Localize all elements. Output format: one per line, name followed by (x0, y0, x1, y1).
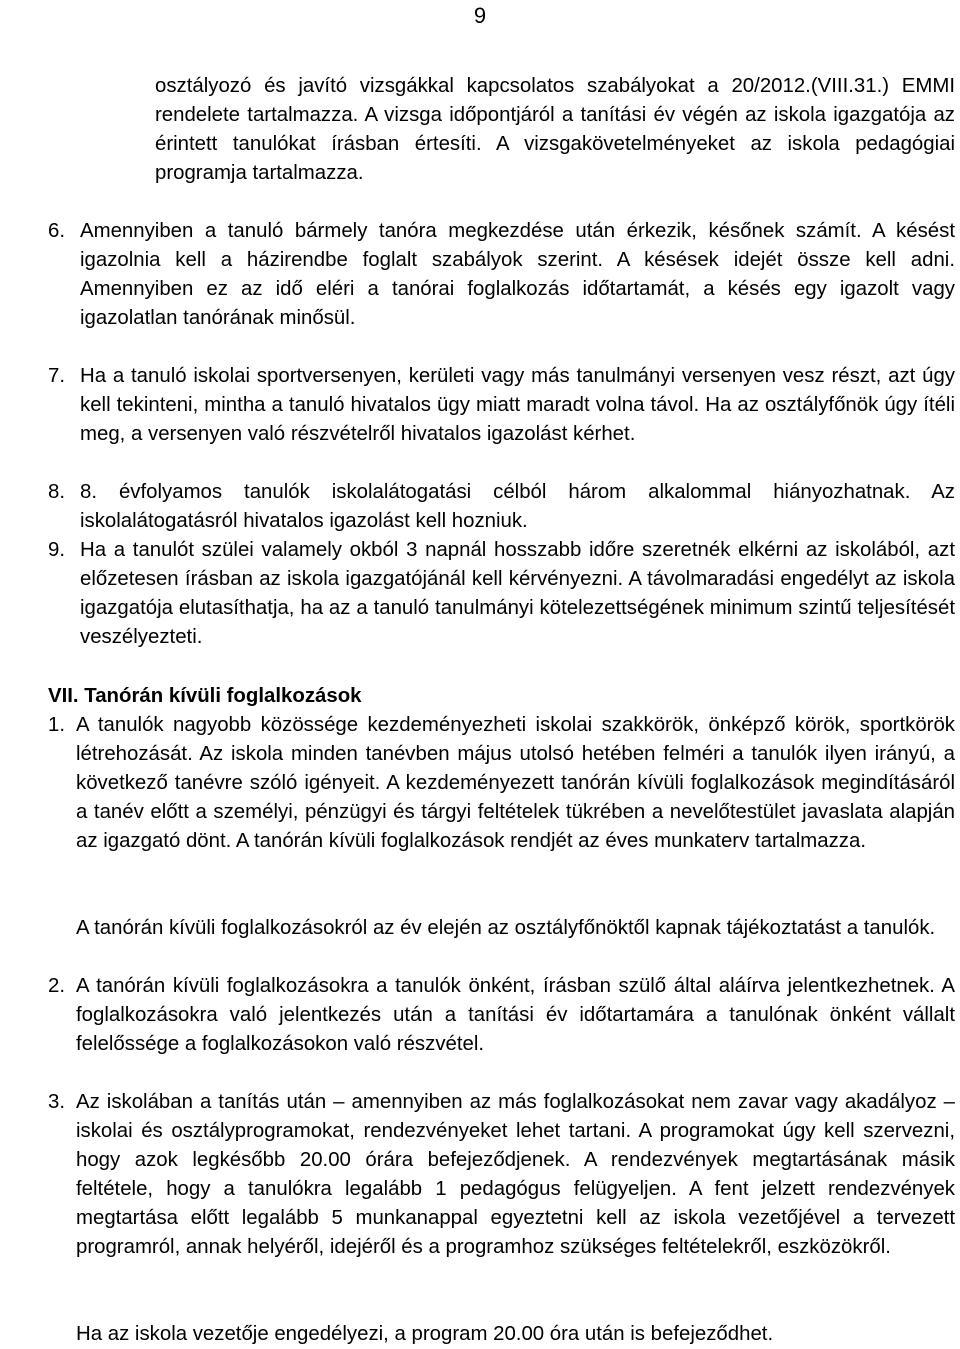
item-extra-text: Ha az iskola vezetője engedélyezi, a program 20.00 óra után is befejeződhet. (76, 1323, 774, 1345)
item-number: 9. (48, 539, 66, 561)
item-number: 6. (48, 220, 66, 242)
item-number: 8. (48, 481, 66, 503)
item-number: 2. (48, 975, 66, 997)
item-text: A tanórán kívüli foglalkozásokra a tanulók önként, írásban szülő által aláírva jelentkezhetnek. A foglalkozásokra való jelentkezés után a tanítási év időtartamára a tanulónak önként vállalt felelőssége a foglalkozásokon való részvétel. (76, 975, 955, 1055)
item-text: Ha a tanulót szülei valamely okból 3 napnál hosszabb időre szeretnék elkérni az iskolából, azt előzetesen írásban az iskola igazgatójánál kell kérvényezni. A távolmaradási engedélyt az iskola igazgatója elutasíthatja, ha az a tanuló tanulmányi kötelezettségének minimum szintű teljesítését veszélyezteti. (80, 539, 955, 648)
intro-paragraph: osztályozó és javító vizsgákkal kapcsolatos szabályokat a 20/2012.(VIII.31.) EMMI rendelete tartalmazza. A vizsga időpontjáról a tanítási év végén az iskola igazgatója az érintett tanulókat írásban értesíti. A vizsgakövetelményeket az iskola pedagógiai programja tartalmazza. (155, 75, 955, 184)
item-text: Az iskolában a tanítás után – amennyiben az más foglalkozásokat nem zavar vagy akadályoz – iskolai és osztályprogramokat, rendezvényeket lehet tartani. A programokat úgy kell szervezni, hogy azok legkésőbb 20.00 órára befejeződjenek. A rendezvények megtartásának másik feltétele, hogy a tanulókra legalább 1 pedagógus felügyeljen. A fent jelzett rendezvények megtartása előtt legalább 5 munkanappal egyeztetni kell az iskola vezetőjével a tervezett programról, annak helyéről, idejéről és a programhoz szükséges feltételekről, eszközökről. (76, 1091, 955, 1258)
item-text: 8. évfolyamos tanulók iskolalátogatási célból három alkalommal hiányozhatnak. Az iskolalátogatásról hivatalos igazolást kell hozniuk. (80, 481, 955, 532)
page-number: 9 (473, 3, 487, 28)
item-extra-text: A tanórán kívüli foglalkozásokról az év elején az osztályfőnöktől kapnak tájékoztatást a tanulók. (76, 917, 936, 939)
item-text: Ha a tanuló iskolai sportversenyen, kerületi vagy más tanulmányi versenyen vesz részt, azt úgy kell tekinteni, mintha a tanuló hivatalos ügy miatt maradt volna távol. Ha az osztályfőnök úgy ítéli meg, a versenyen való részvételről hivatalos igazolást kérhet. (80, 365, 955, 445)
item-text: Amennyiben a tanuló bármely tanóra megkezdése után érkezik, későnek számít. A késést igazolnia kell a házirendbe foglalt szabályok szerint. A késések idejét össze kell adni. Amennyiben ez az idő eléri a tanórai foglalkozás időtartamát, a késés egy igazolt vagy igazolatlan tanórának minősül. (80, 220, 955, 329)
item-number: 3. (48, 1091, 66, 1113)
section-heading: VII. Tanórán kívüli foglalkozások (48, 685, 362, 707)
item-number: 7. (48, 365, 66, 387)
item-text: A tanulók nagyobb közössége kezdeményezheti iskolai szakkörök, önképző körök, sportkörök létrehozását. Az iskola minden tanévben május utolsó hetében felméri a tanulók ilyen irányú, a következő tanévre szóló igényeit. A kezdeményezett tanórán kívüli foglalkozások megindításáról a tanév előtt a személyi, pénzügyi és tárgyi feltételek tükrében a nevelőtestület javaslata alapján az igazgató dönt. A tanórán kívüli foglalkozások rendjét az éves munkaterv tartalmazza. (76, 714, 955, 852)
item-number: 1. (48, 714, 66, 736)
